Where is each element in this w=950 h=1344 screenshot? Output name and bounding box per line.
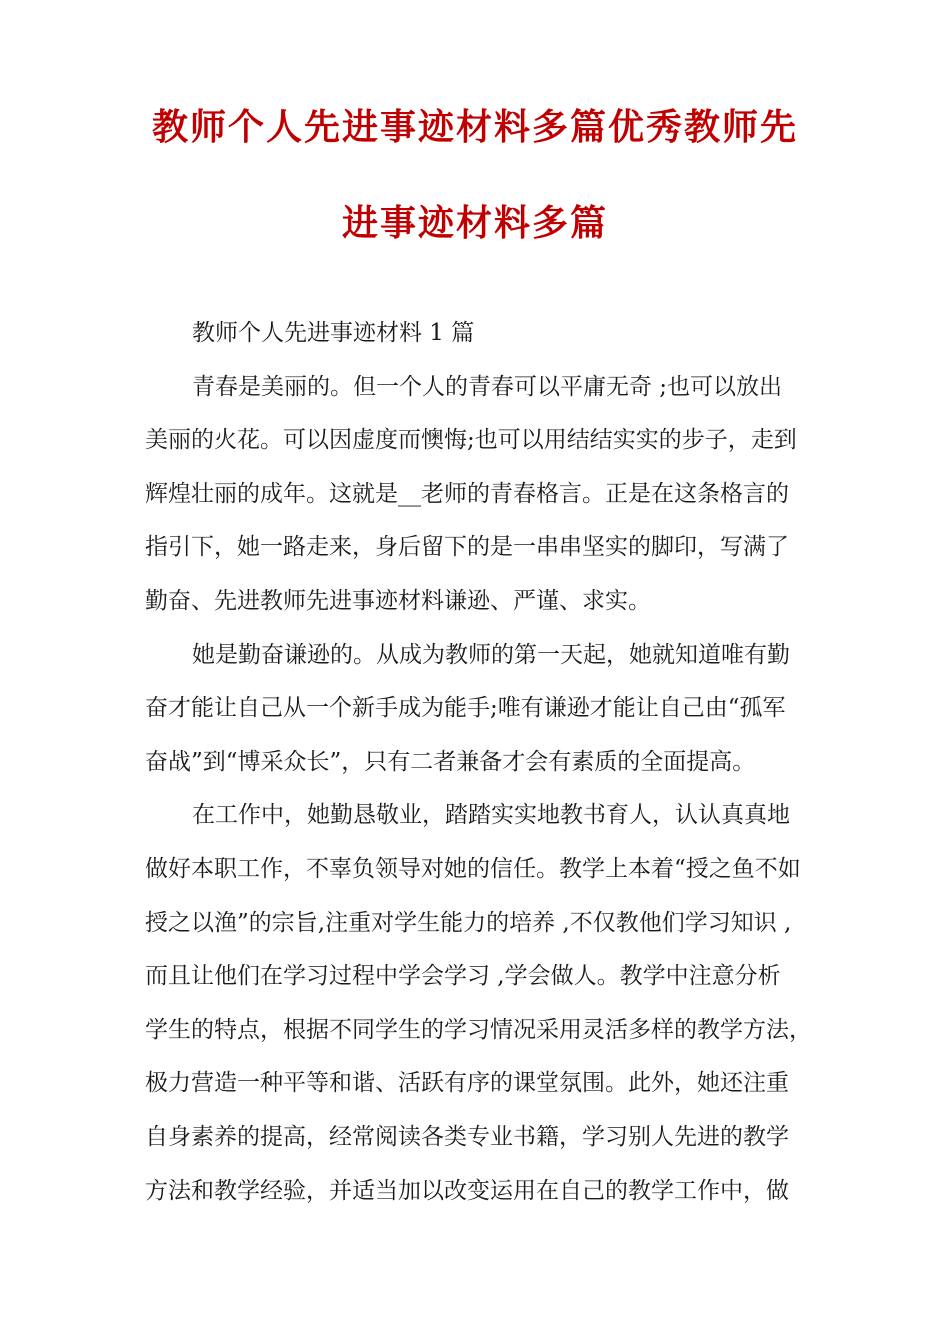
paragraph-line: 方法和教学经验，并适当加以改变运用在自己的教学工作中，做 [145, 1177, 789, 1204]
paragraph-line: 在工作中，她勤恳敬业，踏踏实实地教书育人，认认真真地 [192, 802, 790, 829]
paragraph-line: 做好本职工作，不辜负领导对她的信任。教学上本着“授之鱼不如 [145, 855, 801, 882]
paragraph-line: 青春是美丽的。但一个人的青春可以平庸无奇 ;也可以放出 [192, 373, 783, 400]
paragraph-line: 而且让他们在学习过程中学会学习 ,学会做人。教学中注意分析 [145, 963, 781, 990]
paragraph-line: 学生的特点，根据不同学生的学习情况采用灵活多样的教学方法， [145, 1016, 812, 1043]
paragraph-line: 勤奋、先进教师先进事迹材料谦逊、严谨、求实。 [145, 587, 651, 614]
paragraph-line: 奋才能让自己从一个新手成为能手;唯有谦逊才能让自己由“孤军 [145, 695, 786, 722]
paragraph-line: 极力营造一种平等和谐、活跃有序的课堂氛围。此外，她还注重 [145, 1070, 789, 1097]
paragraph-line: 指引下，她一路走来，身后留下的是一串串坚实的脚印，写满了 [145, 534, 789, 561]
document-title-line-2: 进事迹材料多篇 [341, 202, 608, 244]
section-heading: 教师个人先进事迹材料 1 篇 [192, 320, 475, 346]
paragraph-line: 辉煌壮丽的成年。这就是__老师的青春格言。正是在这条格言的 [145, 480, 789, 507]
paragraph-line: 授之以渔”的宗旨,注重对学生能力的培养 ,不仅教他们学习知识 , [145, 909, 792, 936]
paragraph-line: 她是勤奋谦逊的。从成为教师的第一天起，她就知道唯有勤 [192, 641, 790, 668]
paragraph-line: 美丽的火花。可以因虚度而懊悔;也可以用结结实实的步子，走到 [145, 427, 797, 454]
paragraph-line: 自身素养的提高，经常阅读各类专业书籍，学习别人先进的教学 [145, 1123, 789, 1150]
paragraph-line: 奋战”到“博采众长”，只有二者兼备才会有素质的全面提高。 [145, 748, 756, 775]
document-body [145, 313, 815, 1224]
document-title-line-1: 教师个人先进事迹材料多篇优秀教师先 [151, 106, 798, 148]
